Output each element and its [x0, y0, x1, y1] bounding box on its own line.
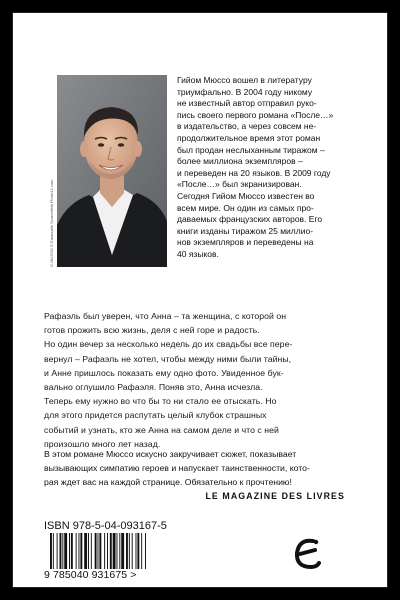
barcode-bar: [69, 533, 70, 571]
barcode-bar: [64, 533, 67, 571]
barcode-bar: [137, 533, 139, 571]
barcode-bar: [107, 533, 108, 571]
author-photo: [57, 75, 167, 267]
barcode-bar: [119, 533, 120, 571]
barcode-bar: [60, 533, 62, 571]
synopsis: Рафаэль был уверен, что Анна – та женщина, с которой он готов прожить всю жизнь, деля с ней горе и радость. Но один вечер за несколько недель до их свадьбы все пере- вернул – Рафаэль не хотел, чтобы между ними были тайны, и Анне пришлось показать ему одно фото. Увиденное бук- вально оглушило Рафаэля. Поняв это, Анна исчезла. Теперь ему нужно во что бы то ни стало ее отыскать. Но для этого придется распутать целый клубок страшных событий и узнать, кто же Анна на самом деле и что с ней произошло много лет назад.: [44, 311, 293, 449]
barcode-bar: [129, 533, 130, 571]
author-portrait-image: [57, 75, 167, 267]
barcode-bar: [79, 533, 80, 571]
barcode-bar: [126, 533, 128, 571]
barcode-bar: [117, 533, 118, 571]
barcode-bar: [95, 533, 97, 571]
barcode-bar: [84, 533, 87, 571]
barcode-bar: [91, 533, 92, 571]
photo-credit-text: G.MUSSO © Emanuele Scorcelletti Photo12.com: [49, 179, 54, 267]
review-source: LE MAGAZINE DES LIVRES: [205, 491, 345, 501]
author-bio: Гийом Мюссо вошел в литературу триумфально. В 2004 году никому не известный автор отправил руко- пись своего первого романа «После…» в издательство, а через совсем не- продолжительное время этот роман был продан неслыханным тиражом – более миллиона экземпляров – и переведен на 20 языков. В 2009 году «После…» был экранизирован. Сегодня Гийом Мюссо известен во всем мире. Он один из самых про- даваемых французских авторов. Его книги изданы тиражом 25 миллио- нов экземпляров и переведены на 40 языков.: [177, 75, 334, 259]
barcode-bar: [57, 533, 58, 571]
book-back-cover: [12, 12, 388, 588]
barcode-digits: 9 785040 931675 >: [44, 569, 184, 581]
barcode-bar: [121, 533, 124, 571]
barcode-bar: [76, 533, 77, 571]
barcode-bar: [113, 533, 116, 571]
barcode-bar: [136, 533, 137, 571]
barcode-bar: [62, 533, 63, 571]
photo-credit: [49, 75, 57, 267]
barcode-bar: [104, 533, 105, 571]
publisher-logo-icon: [291, 533, 323, 573]
isbn: ISBN 978-5-04-093167-5: [44, 520, 167, 532]
barcode-bar: [132, 533, 133, 571]
barcode-bar: [110, 533, 112, 571]
barcode-bar: [88, 533, 89, 571]
barcode-bar: [80, 533, 82, 571]
review-quote: В этом романе Мюссо искусно закручивает сюжет, показывает вызывающих симпатию героев и напускает таинственности, кото- рая ждет вас на каждой странице. Обязательно к прочтению!: [44, 449, 310, 488]
barcode-bar: [71, 533, 73, 571]
